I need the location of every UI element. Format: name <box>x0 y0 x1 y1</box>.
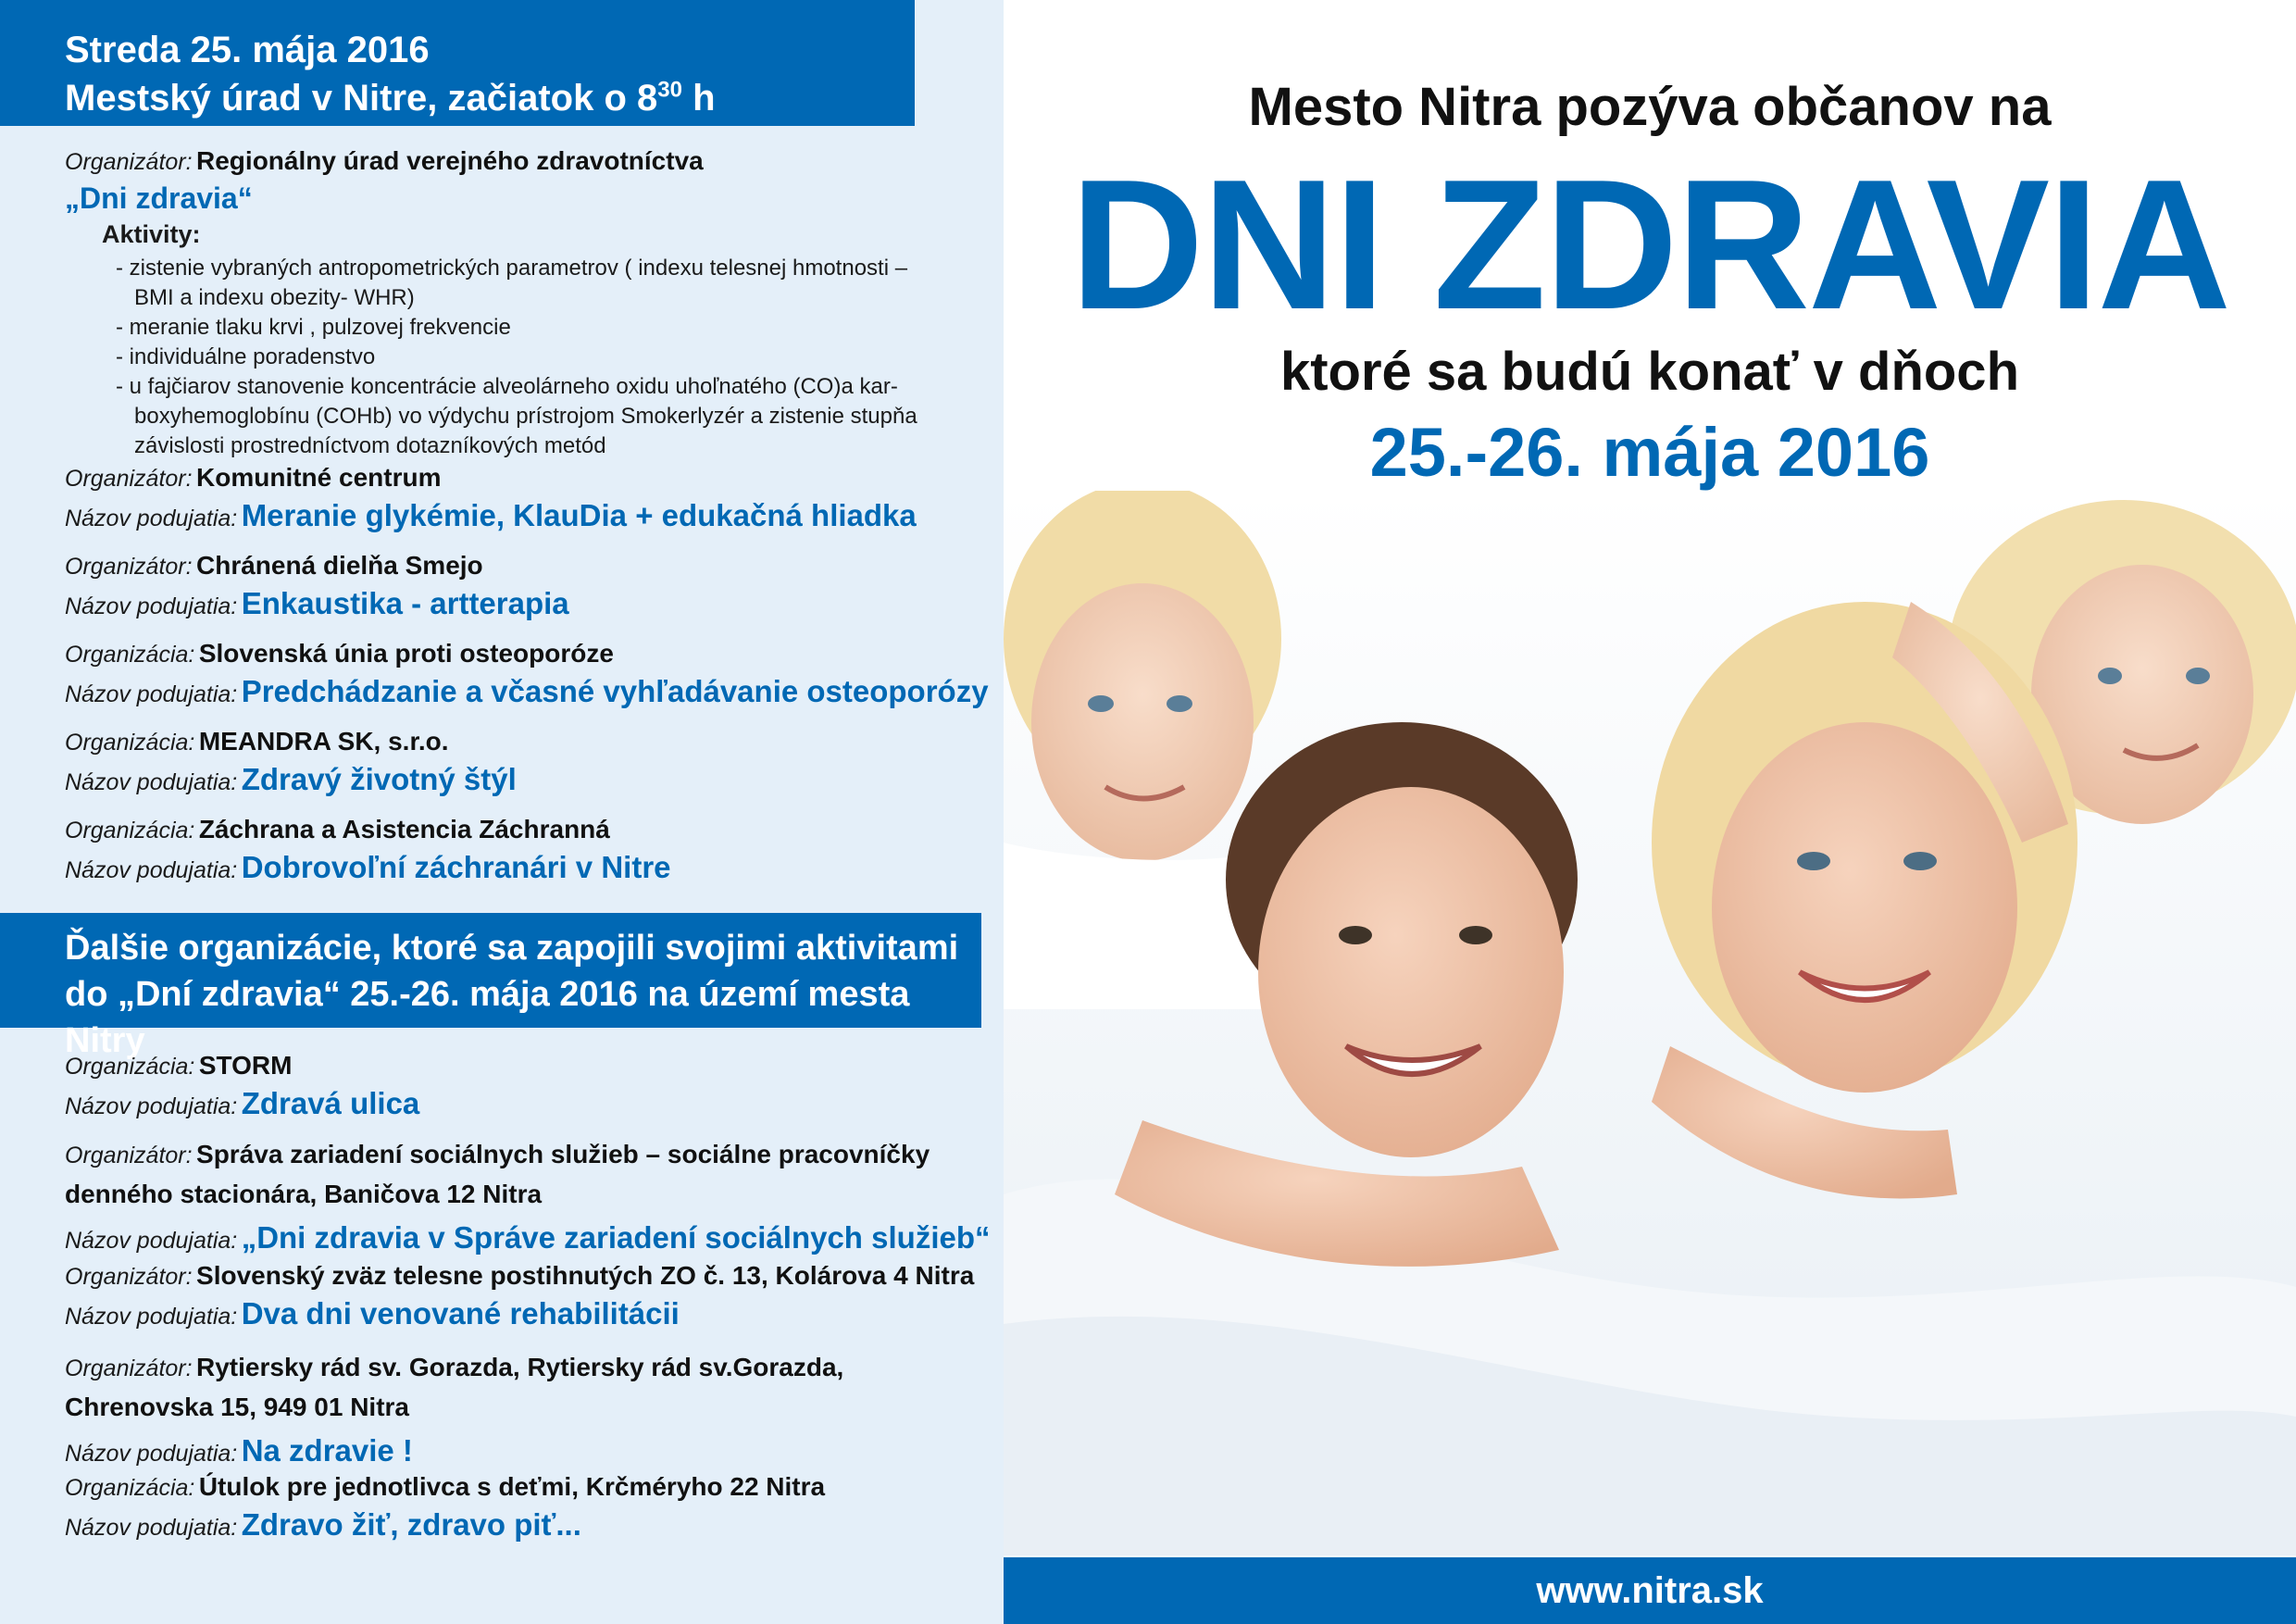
program-entry: Organizácia: MEANDRA SK, s.r.o. Názov podujatia: Zdravý životný štýl <box>65 727 517 796</box>
activities-heading: Aktivity: <box>102 220 201 248</box>
program-entry: Organizácia: STORM Názov podujatia: Zdravá ulica <box>65 1051 420 1120</box>
event-venue: Mestský úrad v Nitre, začiatok o $8^{30}$ h <box>65 77 716 119</box>
program-entry: Organizátor: Rytiersky rád sv. Gorazda, Rytiersky rád sv.Gorazda, Chrenovska 15, 949 01 Nitra Názov podujatia: Na zdravie ! <box>65 1353 844 1468</box>
website-footer <box>1004 1557 2296 1624</box>
program-entry: Organizátor: Komunitné centrum Názov podujatia: Meranie glykémie, KlauDia + edukačná hliadka <box>65 463 917 532</box>
event-date: Streda 25. mája 2016 <box>65 30 430 70</box>
invitation-line: Mesto Nitra pozýva občanov na <box>1248 77 2052 137</box>
other-organizations-banner: Ďalšie organizácie, ktoré sa zapojili svojimi aktivitami do „Dní zdravia“ 25.-26. mája 2016 na území mesta Nitry <box>0 913 981 1028</box>
date-venue-banner <box>0 0 915 126</box>
program-column <box>0 0 1004 1624</box>
poster-dates: 25.-26. mája 2016 <box>1369 414 1930 491</box>
program-entry: Organizácia: Slovenská únia proti osteoporóze Názov podujatia: Predchádzanie a včasné vyhľadávanie osteoporózy <box>65 639 989 708</box>
website-link[interactable]: www.nitra.sk <box>1536 1570 1764 1611</box>
program-entry: Organizácia: Záchrana a Asistencia Záchranná Názov podujatia: Dobrovoľní záchranári v Nitre <box>65 815 671 884</box>
poster-subtitle: ktoré sa budú konať v dňoch <box>1279 342 2019 402</box>
poster-title: DNI ZDRAVIA <box>1069 142 2230 348</box>
family-photo <box>1004 491 2296 1555</box>
program-entry: Organizácia: Útulok pre jednotlivca s deťmi, Krčméryho 22 Nitra Názov podujatia: Zdravo žiť, zdravo piť... <box>65 1472 826 1542</box>
activities-list: - zistenie vybraných antropometrických parametrov ( indexu telesnej hmotnosti – BMI a indexu obezity- WHR) - meranie tlaku krvi , pulzovej frekvencie - individuálne poradenstvo - u fajčiarov stanovenie koncentrácie alveolárneho oxidu uhoľnatého (CO)a kar- boxyhemoglobínu (COHb) vo výdychu prístrojom Smokerlyzér a zistenie stupňa závislosti prostredníctvom dotazníkových metód <box>116 256 917 458</box>
program-block-ruvz: Organizátor: Regionálny úrad verejného zdravotníctva „Dni zdravia“ Aktivity: - zistenie vybraných antropometrických parametrov ( indexu telesnej hmotnosti – BMI a indexu obezity- WHR) - meranie tlaku krvi , pulzovej frekvencie - individuálne poradenstvo - u fajčiarov stanovenie koncentrácie alveolárneho oxidu uhoľnatého (CO)a kar- boxyhemoglobínu (COHb) vo výdychu prístrojom Smokerlyzér a zistenie stupňa závislosti prostredníctvom dotazníkových metód <box>65 146 991 461</box>
poster-panel <box>1004 0 2296 1624</box>
program-entry: Organizátor: Chránená dielňa Smejo Názov podujatia: Enkaustika - artterapia <box>65 551 569 620</box>
program-entry: Organizátor: Slovenský zväz telesne postihnutých ZO č. 13, Kolárova 4 Nitra Názov podujatia: Dva dni venované rehabilitácii <box>65 1261 975 1330</box>
event-title: „Dni zdravia“ <box>65 181 253 215</box>
program-entry: Organizátor: Správa zariadení sociálnych služieb – sociálne pracovníčky denného stacionára, Baničova 12 Nitra Názov podujatia: „Dni zdravia v Správe zariadení sociálnych služieb“ <box>65 1140 991 1255</box>
